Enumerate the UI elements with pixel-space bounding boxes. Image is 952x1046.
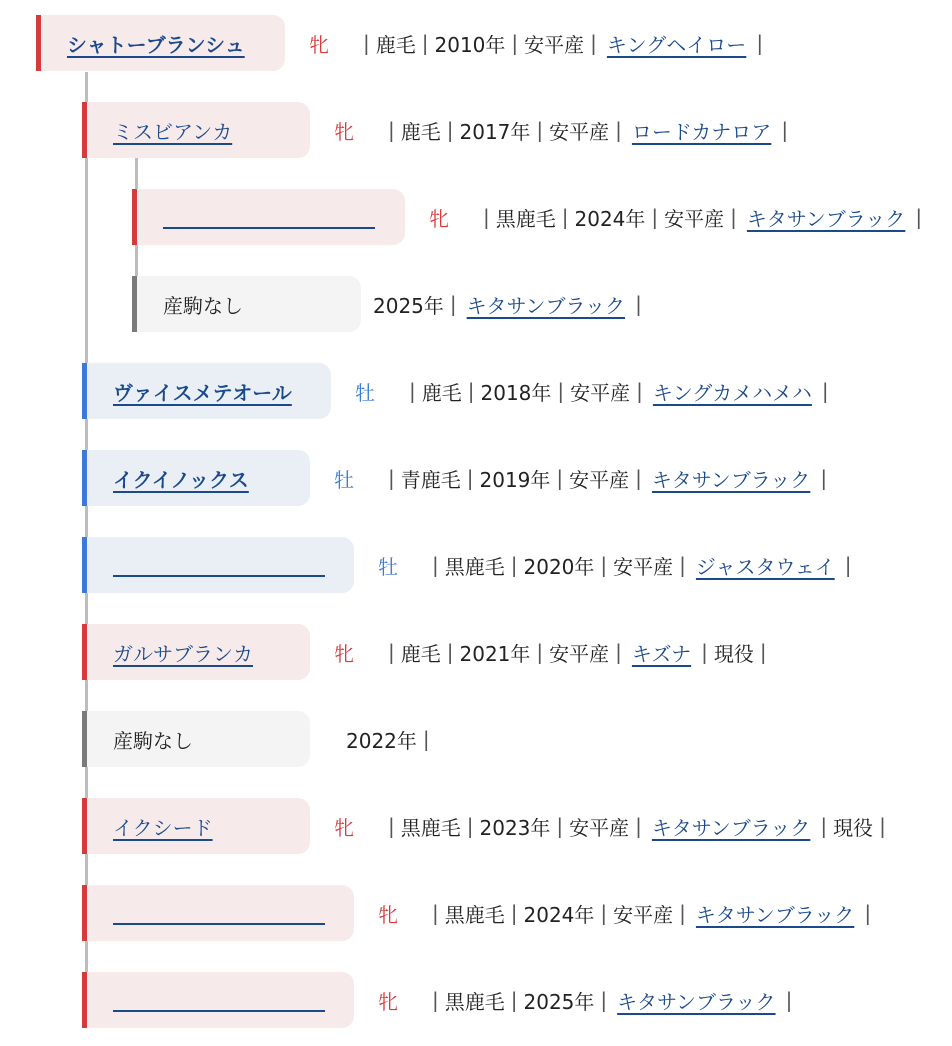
- separator: |: [467, 379, 475, 403]
- sire-link[interactable]: キタサンブラック: [651, 467, 811, 492]
- pedigree-row: [82, 972, 798, 1028]
- separator: |: [600, 901, 608, 925]
- coat-color: 鹿毛: [421, 380, 462, 405]
- sire-link[interactable]: キタサンブラック: [617, 989, 776, 1014]
- birthplace: 安平産: [613, 902, 674, 927]
- horse-name-link[interactable]: シャトーブランシュ: [67, 32, 245, 57]
- separator: |: [449, 292, 457, 316]
- birthplace: 安平産: [569, 467, 630, 492]
- pedigree-row: [82, 711, 436, 767]
- horse-name-link[interactable]: [113, 922, 325, 925]
- birthplace: 安平産: [570, 380, 631, 405]
- coat-color: 黒鹿毛: [444, 989, 505, 1014]
- no-offspring-label: 産駒なし: [113, 728, 193, 753]
- horse-name-link[interactable]: [113, 1009, 325, 1012]
- name-pill: [82, 624, 310, 680]
- pedigree-row: [82, 885, 877, 941]
- sire-link[interactable]: キタサンブラック: [466, 293, 626, 318]
- horse-name-link[interactable]: イクイノックス: [113, 467, 249, 492]
- separator: |: [556, 466, 564, 490]
- separator: |: [651, 205, 659, 229]
- separator: |: [432, 901, 439, 925]
- horse-name-link[interactable]: [113, 574, 325, 577]
- birth-year: 2021年: [459, 641, 531, 666]
- pedigree-row: [82, 102, 794, 158]
- separator: |: [510, 901, 518, 925]
- name-pill: [132, 276, 361, 332]
- separator: |: [600, 553, 608, 577]
- birth-year: 2023年: [479, 815, 551, 840]
- separator: |: [388, 118, 395, 142]
- separator: |: [759, 640, 767, 664]
- sire-link[interactable]: ジャスタウェイ: [695, 554, 835, 579]
- sex-label: 牡: [378, 554, 398, 579]
- separator: |: [820, 466, 828, 490]
- separator: |: [466, 466, 474, 490]
- separator: |: [536, 640, 544, 664]
- horse-name-link[interactable]: イクシード: [113, 815, 213, 840]
- separator: |: [422, 727, 430, 751]
- coat-color: 黒鹿毛: [400, 815, 461, 840]
- coat-color: 黒鹿毛: [495, 206, 556, 231]
- name-pill: [82, 363, 331, 419]
- name-pill: [82, 102, 310, 158]
- separator: |: [756, 31, 764, 55]
- birthplace: 安平産: [569, 815, 630, 840]
- sire-link[interactable]: キングヘイロー: [606, 32, 747, 57]
- sex-label: 牝: [378, 989, 398, 1014]
- name-pill: [36, 15, 285, 71]
- coat-color: 鹿毛: [400, 119, 441, 144]
- separator: |: [466, 814, 474, 838]
- separator: |: [600, 988, 608, 1012]
- pedigree-row: [82, 450, 833, 506]
- separator: |: [701, 640, 708, 664]
- sire-link[interactable]: キングカメハメハ: [652, 380, 812, 405]
- sire-link[interactable]: キタサンブラック: [695, 902, 855, 927]
- separator: |: [615, 640, 622, 664]
- birth-year: 2020年: [523, 554, 595, 579]
- separator: |: [446, 640, 454, 664]
- separator: |: [510, 553, 518, 577]
- horse-name-link[interactable]: ガルサブランカ: [113, 641, 253, 666]
- birth-year: 2018年: [480, 380, 552, 405]
- birth-year: 2010年: [434, 32, 506, 57]
- pedigree-row: [82, 798, 892, 854]
- separator: |: [615, 118, 622, 142]
- pedigree-row: [82, 624, 773, 680]
- name-pill: [132, 189, 405, 245]
- sex-label: 牡: [334, 467, 354, 492]
- name-pill: [82, 885, 354, 941]
- separator: |: [864, 901, 872, 925]
- birth-year: 2025年: [373, 293, 444, 318]
- separator: |: [556, 814, 564, 838]
- separator: |: [432, 553, 439, 577]
- birthplace: 安平産: [549, 119, 610, 144]
- separator: |: [409, 379, 416, 403]
- sire-link[interactable]: キタサンブラック: [746, 206, 906, 231]
- birth-year: 2019年: [479, 467, 551, 492]
- separator: |: [785, 988, 793, 1012]
- separator: |: [536, 118, 544, 142]
- pedigree-row: [132, 189, 928, 245]
- separator: |: [557, 379, 565, 403]
- status-active: 現役: [833, 815, 874, 840]
- sex-label: 牝: [309, 32, 329, 57]
- separator: |: [635, 292, 642, 316]
- separator: |: [388, 466, 395, 490]
- horse-name-link[interactable]: ヴァイスメテオール: [113, 380, 292, 405]
- separator: |: [844, 553, 852, 577]
- separator: |: [511, 31, 519, 55]
- separator: |: [388, 814, 395, 838]
- separator: |: [820, 814, 828, 838]
- birth-year: 2024年: [523, 902, 595, 927]
- horse-name-link[interactable]: ミスビアンカ: [113, 119, 233, 144]
- sire-link[interactable]: キタサンブラック: [651, 815, 811, 840]
- birthplace: 安平産: [549, 641, 610, 666]
- pedigree-row-root: [36, 15, 769, 71]
- pedigree-row: [82, 537, 857, 593]
- separator: |: [590, 31, 597, 55]
- coat-color: 黒鹿毛: [444, 902, 505, 927]
- coat-color: 黒鹿毛: [444, 554, 505, 579]
- separator: |: [679, 553, 686, 577]
- separator: |: [879, 814, 886, 838]
- sex-label: 牝: [429, 206, 449, 231]
- coat-color: 青鹿毛: [400, 467, 461, 492]
- separator: |: [483, 205, 490, 229]
- birth-year: 2017年: [459, 119, 531, 144]
- sire-link[interactable]: キズナ: [631, 641, 692, 666]
- separator: |: [432, 988, 439, 1012]
- sex-label: 牝: [334, 641, 354, 666]
- birth-year: 2025年: [523, 989, 595, 1014]
- separator: |: [561, 205, 569, 229]
- horse-name-link[interactable]: [163, 226, 375, 229]
- separator: |: [821, 379, 829, 403]
- sex-label: 牡: [355, 380, 375, 405]
- pedigree-row: [132, 276, 648, 332]
- coat-color: 鹿毛: [375, 32, 416, 57]
- separator: |: [679, 901, 686, 925]
- separator: |: [388, 640, 395, 664]
- sex-label: 牝: [334, 119, 354, 144]
- birthplace: 安平産: [524, 32, 585, 57]
- separator: |: [510, 988, 518, 1012]
- separator: |: [636, 379, 643, 403]
- birth-year: 2024年: [574, 206, 646, 231]
- separator: |: [446, 118, 454, 142]
- name-pill: [82, 537, 354, 593]
- sire-link[interactable]: ロードカナロア: [631, 119, 772, 144]
- status-active: 現役: [713, 641, 754, 666]
- birthplace: 安平産: [613, 554, 674, 579]
- coat-color: 鹿毛: [400, 641, 441, 666]
- no-offspring-label: 産駒なし: [163, 293, 243, 318]
- birthplace: 安平産: [664, 206, 725, 231]
- separator: |: [781, 118, 789, 142]
- separator: |: [421, 31, 429, 55]
- separator: |: [730, 205, 737, 229]
- sex-label: 牝: [378, 902, 398, 927]
- name-pill: [82, 798, 310, 854]
- sex-label: 牝: [334, 815, 354, 840]
- name-pill: [82, 711, 310, 767]
- separator: |: [363, 31, 370, 55]
- pedigree-row: [82, 363, 835, 419]
- separator: |: [635, 466, 642, 490]
- separator: |: [915, 205, 923, 229]
- name-pill: [82, 450, 310, 506]
- separator: |: [635, 814, 642, 838]
- birth-year: 2022年: [346, 728, 417, 753]
- name-pill: [82, 972, 354, 1028]
